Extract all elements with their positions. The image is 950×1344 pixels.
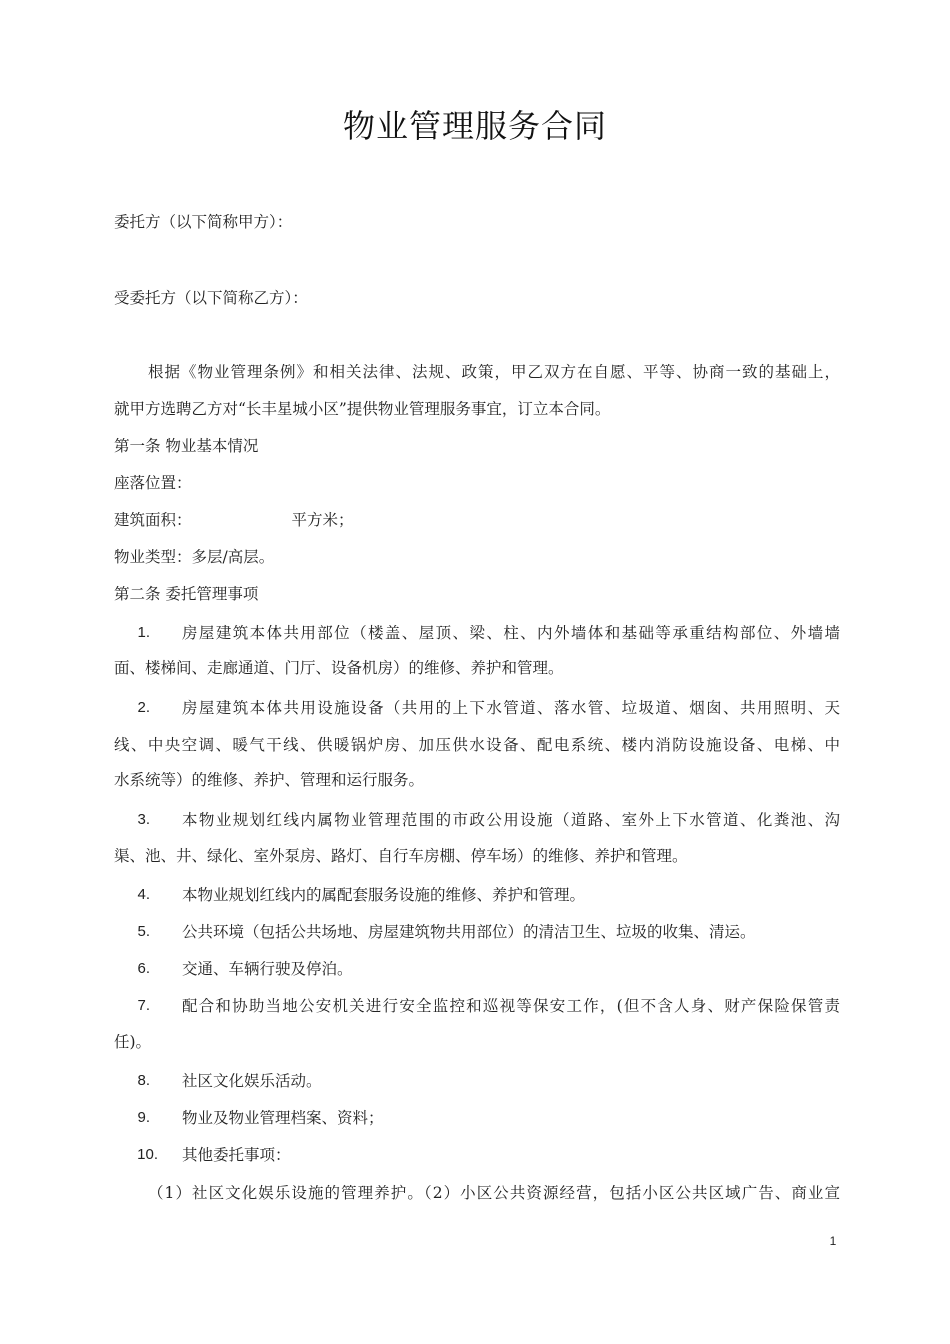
intro-line-2: 就甲方选聘乙方对“长丰星城小区”提供物业管理服务事宜，订立本合同。 [114,400,611,418]
item-number: 9. [137,1109,150,1126]
page-number: 1 [829,1234,837,1248]
list-item-line: 线、中央空调、暖气干线、供暖锅炉房、加压供水设备、配电系统、楼内消防设施设备、电梯、中 [114,736,840,754]
sub-item-line: （1）社区文化娱乐设施的管理养护。（2）小区公共资源经营，包括小区公共区域广告、商业宣 [148,1184,840,1202]
list-item-line: 配合和协助当地公安机关进行安全监控和巡视等保安工作，(但不含人身、财产保险保管责 [182,997,840,1015]
area-label: 建筑面积： [114,511,192,529]
list-item-line: 交通、车辆行驶及停泊。 [182,960,353,978]
article-2-heading: 第二条 委托管理事项 [114,585,259,603]
list-item-line: 任)。 [114,1033,152,1051]
list-item-line: 房屋建筑本体共用设施设备（共用的上下水管道、落水管、垃圾道、烟囱、共用照明、天 [182,699,840,717]
list-item-line: 渠、池、井、绿化、室外泵房、路灯、自行车房棚、停车场）的维修、养护和管理。 [114,847,688,865]
list-item-line: 本物业规划红线内的属配套服务设施的维修、养护和管理。 [182,886,586,904]
item-number: 5. [137,923,150,940]
list-item-line: 本物业规划红线内属物业管理范围的市政公用设施（道路、室外上下水管道、化粪池、沟 [182,811,840,829]
list-item-line: 其他委托事项： [182,1146,291,1164]
area-unit: 平方米； [291,511,354,529]
party-a-line: 委托方（以下简称甲方）： [114,213,293,231]
item-number: 8. [137,1072,150,1089]
property-type-field: 物业类型：多层/高层。 [114,548,275,566]
item-number: 3. [137,811,150,828]
article-1-heading: 第一条 物业基本情况 [114,437,259,455]
list-item-line: 面、楼梯间、走廊通道、门厅、设备机房）的维修、养护和管理。 [114,659,564,677]
party-b-line: 受委托方（以下简称乙方）： [114,289,308,307]
list-item-line: 社区文化娱乐活动。 [182,1072,322,1090]
list-item-line: 公共环境（包括公共场地、房屋建筑物共用部位）的清洁卫生、垃圾的收集、清运。 [182,923,756,941]
intro-line-1: 根据《物业管理条例》和相关法律、法规、政策，甲乙双方在自愿、平等、协商一致的基础上， [148,363,840,381]
location-field: 座落位置： [114,474,192,492]
item-number: 10. [137,1146,158,1163]
item-number: 6. [137,960,150,977]
item-number: 7. [137,997,150,1014]
list-item-line: 物业及物业管理档案、资料； [182,1109,384,1127]
item-number: 2. [137,699,150,716]
item-number: 1. [137,624,150,641]
list-item-line: 房屋建筑本体共用部位（楼盖、屋顶、梁、柱、内外墙体和基础等承重结构部位、外墙墙 [182,624,840,642]
list-item-line: 水系统等）的维修、养护、管理和运行服务。 [114,771,425,789]
area-field [114,509,354,531]
document-title: 物业管理服务合同 [342,107,607,145]
item-number: 4. [137,886,150,903]
